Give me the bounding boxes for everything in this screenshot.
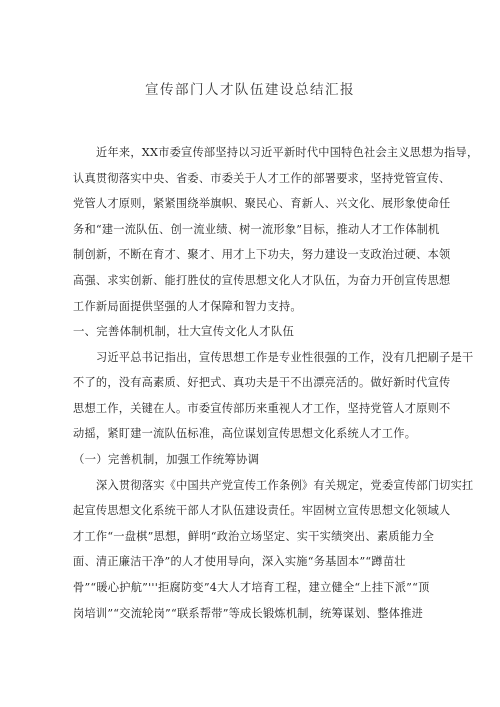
subsection-line: 岗培训”“交流轮岗”“联系帮带”等成长锻炼机制，统筹谋划、整体推进 [73, 606, 424, 620]
intro-line: 务和“建一流队伍、创一流业绩、树一流形象”目标，推动人才工作体制机 [73, 222, 440, 236]
section-line: 不了的，没有高素质、好把式、真功夫是干不出漂亮活的。做好新时代宣传 [73, 376, 451, 390]
subsection-line: 骨”“暖心护航”'''拒腐防变”4大人才培育工程，建立健全“上挂下派”“顶 [73, 580, 430, 594]
intro-line: 高强、求实创新、能打胜仗的宣传思想文化人才队伍，为奋力开创宣传思想 [73, 273, 451, 287]
intro-line: 近年来，XX市委宣传部坚持以习近平新时代中国特色社会主义思想为指导， [96, 146, 479, 159]
subsection-line: 深入贯彻落实《中国共产党宣传工作条例》有关规定，党委宣传部门切实扛 [96, 478, 474, 492]
section-heading: 一、完善体制机制，壮大宣传文化人才队伍 [73, 324, 295, 338]
intro-paragraph [73, 140, 479, 319]
intro-line: 认真贯彻落实中央、省委、市委关于人才工作的部署要求，坚持党管宣传、 [73, 171, 451, 185]
intro-line: 党管人才原则，紧紧围绕举旗帜、聚民心、育新人、兴文化、展形象使命任 [73, 197, 451, 211]
intro-line: 工作新局面提供坚强的人才保障和智力支持。 [73, 299, 302, 313]
intro-line: 制创新，不断在育才、聚才、用才上下功夫，努力建设一支政治过硬、本领 [73, 248, 451, 262]
section-line: 思想工作，关键在人。市委宣传部历来重视人才工作，坚持党管人才原则不 [73, 401, 451, 415]
document-title: 宣传部门人才队伍建设总结汇报 [145, 82, 355, 98]
subsection-heading: （一）完善机制，加强工作统筹协调 [73, 452, 260, 466]
section1 [73, 319, 474, 447]
section-line: 习近平总书记指出，宣传思想工作是专业性很强的工作，没有几把刷子是干 [96, 350, 474, 364]
section-line: 动摇，紧盯建一流队伍标准，高位谋划宣传思想文化系统人才工作。 [73, 427, 417, 441]
subsection-line: 才工作“一盘棋”思想，鲜明“政治立场坚定、实干实绩突出、素质能力全 [73, 529, 435, 543]
subsection1 [73, 447, 474, 626]
subsection-line: 面、清正廉洁干净”的人才使用导向，深入实施“务基固本”“蹲苗壮 [73, 555, 406, 569]
subsection-line: 起宣传思想文化系统干部人才队伍建设责任。牢固树立宣传思想文化领域人 [73, 504, 451, 518]
